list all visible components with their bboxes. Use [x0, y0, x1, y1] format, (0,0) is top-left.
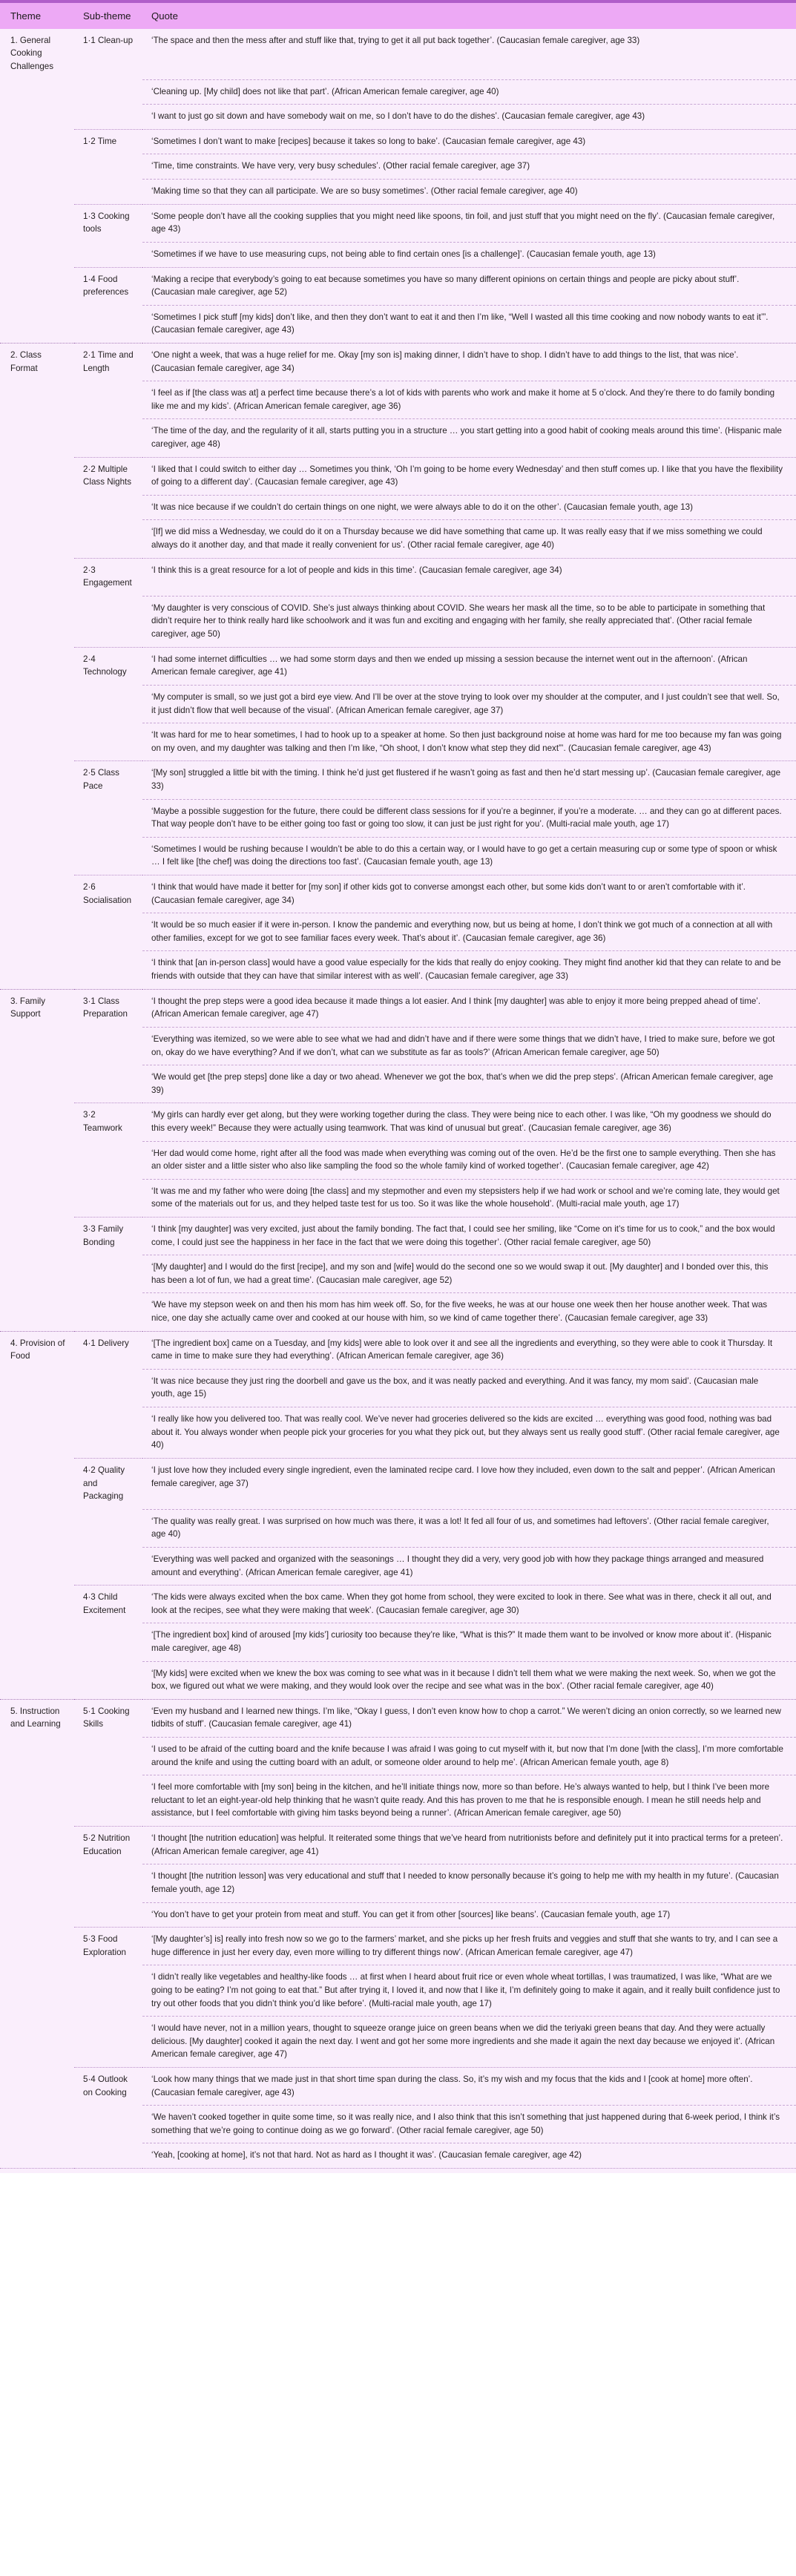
subtheme-label-continuation	[74, 723, 142, 761]
table-row	[0, 1141, 796, 1179]
theme-label-continuation	[0, 1928, 74, 1965]
subtheme-label-continuation	[74, 495, 142, 520]
quote-text: ‘[If] we did miss a Wednesday, we could do it on a Thursday because we did have something that came up. It was really easy that if we miss something we could always do it another day, and that made it really convenient for us’. (Other racial female caregiver, age 40)	[142, 520, 796, 558]
table-row	[0, 457, 796, 495]
quote-text: ‘One night a week, that was a huge relief for me. Okay [my son is] making dinner, I didn’t have to shop. I didn’t have to add things to the list, that was nice’. (Caucasian female caregiver, age 34)	[142, 343, 796, 381]
theme-label-continuation	[0, 1369, 74, 1407]
theme-label: 1. General Cooking Challenges	[0, 29, 74, 79]
table-row	[0, 951, 796, 989]
column-header-subtheme: Sub-theme	[74, 3, 142, 29]
theme-label-continuation	[0, 837, 74, 875]
table-row	[0, 1699, 796, 1737]
table-row	[0, 242, 796, 267]
theme-label-continuation	[0, 1623, 74, 1661]
column-header-quote: Quote	[142, 3, 796, 29]
subtheme-label-continuation	[74, 913, 142, 951]
table-row	[0, 1217, 796, 1255]
theme-label-continuation	[0, 1864, 74, 1902]
subtheme-label-continuation	[74, 1141, 142, 1179]
quote-text: ‘[My kids] were excited when we knew the box was coming to see what was in it because I didn’t tell them what we were making the next week. So, when we got the box, we figured out what we were making, and they would look over the recipe and see what was in the box’. (Other racial female caregiver, age 40)	[142, 1661, 796, 1699]
table-row	[0, 837, 796, 875]
table-row	[0, 596, 796, 647]
quote-text: ‘We haven’t cooked together in quite some time, so it was really nice, and I also think that this isn’t something that just happened during that 6-week period, I think it’s something that we’re going to continue doing as we go forward’. (Other racial female caregiver, age 50)	[142, 2106, 796, 2143]
subtheme-label: 2·3 Engagement	[74, 558, 142, 596]
subtheme-label-continuation	[74, 105, 142, 130]
subtheme-label: 5·2 Nutrition Education	[74, 1827, 142, 1864]
subtheme-label-continuation	[74, 79, 142, 105]
table-row	[0, 1738, 796, 1775]
table-row	[0, 180, 796, 205]
subtheme-label-continuation	[74, 685, 142, 723]
quote-text: ‘I just love how they included every single ingredient, even the laminated recipe card. I love how they included, even down to the salt and pepper’. (African American female caregiver, age 37)	[142, 1458, 796, 1509]
column-header-theme: Theme	[0, 3, 74, 29]
subtheme-label-continuation	[74, 419, 142, 457]
subtheme-label: 1·2 Time	[74, 129, 142, 154]
subtheme-label-continuation	[74, 1509, 142, 1547]
subtheme-label-continuation	[74, 951, 142, 989]
quote-text: ‘The kids were always excited when the box came. When they got home from school, they were excited to look in there. See what was in there, check it all out, and look at the recipes, see what they were making that week’. (Caucasian female caregiver, age 30)	[142, 1586, 796, 1623]
table-row	[0, 875, 796, 913]
quote-text: ‘Everything was well packed and organized with the seasonings … I thought they did a very, very good job with how they package things arranged and measured amount and everything’. (African American female caregiver, age 41)	[142, 1547, 796, 1585]
quote-text: ‘Maybe a possible suggestion for the future, there could be different class sessions for if you’re a beginner, if you’re a moderate. … and they can go at different paces. That way people don’t have to be either going too fast or going too slow, it can just be just right for you’. (Multi-racial male youth, age 17)	[142, 799, 796, 837]
quote-text: ‘I thought [the nutrition education] was helpful. It reiterated some things that we’ve heard from nutritionists before and definitely put it into practical terms for a preteen’. (African American female caregiver, age 41)	[142, 1827, 796, 1864]
quote-text: ‘It was me and my father who were doing [the class] and my stepmother and even my stepsisters help if we had work or school and we’re coming late, they would get some of the materials out for us, and they helped taste test for us too. So it was like the whole household’. (Multi-racial male youth, age 17)	[142, 1179, 796, 1217]
quote-text: ‘Some people don’t have all the cooking supplies that you might need like spoons, tin foil, and just stuff that you might need on the fly’. (Caucasian female caregiver, age 43)	[142, 204, 796, 242]
table-row	[0, 913, 796, 951]
quote-text: ‘My daughter is very conscious of COVID. She’s just always thinking about COVID. She wears her mask all the time, so to be able to participate in something that didn’t require her to think really hard like schoolwork and it was fun and exciting and engaging with her family, she really appreciated that’. (Other racial female caregiver, age 50)	[142, 596, 796, 647]
table-row	[0, 2143, 796, 2169]
subtheme-label-continuation	[74, 1864, 142, 1902]
table-row	[0, 495, 796, 520]
quote-text: ‘It was hard for me to hear sometimes, I had to hook up to a speaker at home. So then just background noise at home was hard for me too because my fan was going on my oven, and my daughter was talking and then I’m like, “Oh shoot, I don’t know what step they did next”’. (Caucasian female caregiver, age 43)	[142, 723, 796, 761]
table-row	[0, 1827, 796, 1864]
theme-label-continuation	[0, 520, 74, 558]
subtheme-label-continuation	[74, 154, 142, 180]
theme-label-continuation	[0, 1965, 74, 2017]
table-row	[0, 1458, 796, 1509]
table-row	[0, 1331, 796, 1369]
theme-label-continuation	[0, 647, 74, 685]
subtheme-label-continuation	[74, 1738, 142, 1775]
theme-label-continuation	[0, 180, 74, 205]
theme-label-continuation	[0, 1217, 74, 1255]
theme-label-continuation	[0, 761, 74, 799]
quote-text: ‘Sometimes I don’t want to make [recipes] because it takes so long to bake’. (Caucasian female caregiver, age 43)	[142, 129, 796, 154]
theme-label-continuation	[0, 1293, 74, 1331]
subtheme-label-continuation	[74, 1369, 142, 1407]
table-row	[0, 129, 796, 154]
table-row	[0, 1864, 796, 1902]
quote-text: ‘The space and then the mess after and stuff like that, trying to get it all put back together’. (Caucasian female caregiver, age 33)	[142, 29, 796, 79]
table-row	[0, 799, 796, 837]
table-row	[0, 2017, 796, 2068]
table-row	[0, 723, 796, 761]
theme-label-continuation	[0, 204, 74, 242]
quote-text: ‘My girls can hardly ever get along, but they were working together during the class. They were being nice to each other. I was like, “Oh my goodness we should do this every week!” Because they were actually using teamwork. That was kind of unusual but great’. (Caucasian female caregiver, age 36)	[142, 1103, 796, 1141]
subtheme-label-continuation	[74, 1293, 142, 1331]
subtheme-label: 2·5 Class Pace	[74, 761, 142, 799]
subtheme-label-continuation	[74, 1179, 142, 1217]
quote-text: ‘Sometimes I pick stuff [my kids] don’t like, and then they don’t want to eat it and then I’m like, “Well I wasted all this time cooking and now nobody wants to eat it’”. (Caucasian female caregiver, age 43)	[142, 305, 796, 343]
table-row	[0, 520, 796, 558]
subtheme-label: 1·1 Clean-up	[74, 29, 142, 79]
quote-text: ‘Time, time constraints. We have very, very busy schedules’. (Other racial female caregiver, age 37)	[142, 154, 796, 180]
subtheme-label-continuation	[74, 1661, 142, 1699]
subtheme-label: 3·2 Teamwork	[74, 1103, 142, 1141]
theme-label-continuation	[0, 913, 74, 951]
table-row	[0, 105, 796, 130]
quote-text: ‘I would have never, not in a million years, thought to squeeze orange juice on green beans when we did the teriyaki green beans that day. And they were actually delicious. [My daughter] cooked it again the next day. I went and got her some more ingredients and she made it again the next day because we enjoyed it’. (African American female caregiver, age 47)	[142, 2017, 796, 2068]
theme-label-continuation	[0, 951, 74, 989]
subtheme-label-continuation	[74, 1027, 142, 1065]
theme-label: 4. Provision of Food	[0, 1331, 74, 1369]
quote-text: ‘Sometimes if we have to use measuring cups, not being able to find certain ones [is a challenge]’. (Caucasian female youth, age 13)	[142, 242, 796, 267]
quote-text: ‘I think [my daughter] was very excited, just about the family bonding. The fact that, I could see her smiling, like “Come on it’s time for us to cook,” and the box would come, I could just see the happiness in her face in the fact that we were doing this together’. (Other racial female caregiver, age 50)	[142, 1217, 796, 1255]
theme-label: 3. Family Support	[0, 989, 74, 1027]
theme-label-continuation	[0, 1065, 74, 1103]
subtheme-label-continuation	[74, 1255, 142, 1293]
table-row	[0, 558, 796, 596]
theme-label-continuation	[0, 1103, 74, 1141]
subtheme-label-continuation	[74, 1623, 142, 1661]
quote-text: ‘The time of the day, and the regularity of it all, starts putting you in a structure … you start getting into a good habit of cooking meals around this time’. (Hispanic male caregiver, age 48)	[142, 419, 796, 457]
theme-label-continuation	[0, 419, 74, 457]
quote-text: ‘Even my husband and I learned new things. I’m like, “Okay I guess, I don’t even know how to chop a carrot.” We weren’t dicing an onion correctly, so we learned new tidbits of stuff’. (Caucasian female caregiver, age 41)	[142, 1699, 796, 1737]
quote-text: ‘[The ingredient box] kind of aroused [my kids’] curiosity too because they’re like, “What is this?” It made them want to be involved or know more about it’. (Hispanic male caregiver, age 48)	[142, 1623, 796, 1661]
theme-label-continuation	[0, 596, 74, 647]
table-row	[0, 1407, 796, 1459]
table-row	[0, 381, 796, 419]
subtheme-label-continuation	[74, 799, 142, 837]
subtheme-label: 3·3 Family Bonding	[74, 1217, 142, 1255]
quote-text: ‘We have my stepson week on and then his mom has him week off. So, for the five weeks, he was at our house one week then her house another week. That was nice, one day she actually came over and cooked at our house with him, so we kind of came together there’. (Caucasian female caregiver, age 33)	[142, 1293, 796, 1331]
quote-text: ‘I want to just go sit down and have somebody wait on me, so I don’t have to do the dishes’. (Caucasian female caregiver, age 43)	[142, 105, 796, 130]
quote-text: ‘[My daughter] and I would do the first [recipe], and my son and [wife] would do the second one so we would swap it out. [My daughter] and I bonded over this, this has been a lot of fun, we had a great time’. (Caucasian male caregiver, age 52)	[142, 1255, 796, 1293]
theme-label-continuation	[0, 1407, 74, 1459]
theme-label-continuation	[0, 2143, 74, 2169]
quote-text: ‘I feel more comfortable with [my son] being in the kitchen, and he’ll initiate things now, more so than before. He’s always wanted to help, but I think I’ve been more reluctant to let an eight-year-old help thinking that he wasn’t quite ready. And this has proven to me that he is responsible enough. I mean he still needs help and assistance, but I feel comfortable with giving him tasks beyond being a runner’. (African American female caregiver, age 50)	[142, 1775, 796, 1827]
quote-text: ‘My computer is small, so we just got a bird eye view. And I’ll be over at the stove trying to look over my shoulder at the computer, and I just couldn’t see that well. So, it just didn’t flow that well because of the visual’. (African American female caregiver, age 37)	[142, 685, 796, 723]
table-row	[0, 647, 796, 685]
table-row	[0, 1902, 796, 1928]
theme-label-continuation	[0, 1775, 74, 1827]
table-row	[0, 1547, 796, 1585]
table-row	[0, 1369, 796, 1407]
subtheme-label-continuation	[74, 242, 142, 267]
table-row	[0, 1586, 796, 1623]
theme-label-continuation	[0, 2017, 74, 2068]
theme-label: 2. Class Format	[0, 343, 74, 381]
table-header-row	[0, 3, 796, 29]
theme-label-continuation	[0, 79, 74, 105]
subtheme-label-continuation	[74, 1065, 142, 1103]
quote-text: ‘[My son] struggled a little bit with the timing. I think he’d just get flustered if he wasn’t going as fast and then he’d start messing up’. (Caucasian female caregiver, age 33)	[142, 761, 796, 799]
theme-label-continuation	[0, 558, 74, 596]
theme-label-continuation	[0, 305, 74, 343]
subtheme-label: 4·3 Child Excitement	[74, 1586, 142, 1623]
quote-text: ‘Making a recipe that everybody’s going to eat because sometimes you have so many different opinions on certain things and people are picky about stuff’. (Caucasian male caregiver, age 52)	[142, 267, 796, 305]
subtheme-label-continuation	[74, 1547, 142, 1585]
quote-text: ‘I think this is a great resource for a lot of people and kids in this time’. (Caucasian female caregiver, age 34)	[142, 558, 796, 596]
subtheme-label: 1·3 Cooking tools	[74, 204, 142, 242]
quote-text: ‘Everything was itemized, so we were able to see what we had and didn’t have and if there were some things that we didn’t have, I tried to make sure, before we got on, okay do we have everything? And if we don’t, what can we substitute as far as tools?’ (African American female caregiver, age 50)	[142, 1027, 796, 1065]
table-bottom-rule	[0, 2169, 796, 2174]
theme-label-continuation	[0, 242, 74, 267]
subtheme-label-continuation	[74, 305, 142, 343]
theme-label-continuation	[0, 457, 74, 495]
subtheme-label: 4·1 Delivery	[74, 1331, 142, 1369]
table-row	[0, 29, 796, 79]
theme-label-continuation	[0, 1586, 74, 1623]
subtheme-label-continuation	[74, 520, 142, 558]
table-row	[0, 204, 796, 242]
theme-label-continuation	[0, 267, 74, 305]
theme-label-continuation	[0, 723, 74, 761]
theme-label-continuation	[0, 1547, 74, 1585]
subtheme-label-continuation	[74, 2106, 142, 2143]
table-row	[0, 1928, 796, 1965]
subtheme-label-continuation	[74, 596, 142, 647]
theme-label-continuation	[0, 1827, 74, 1864]
subtheme-label-continuation	[74, 2143, 142, 2169]
theme-label-continuation	[0, 1027, 74, 1065]
table-row	[0, 154, 796, 180]
subtheme-label: 2·1 Time and Length	[74, 343, 142, 381]
quote-text: ‘I feel as if [the class was at] a perfect time because there’s a lot of kids with parents who work and make it home at 5 o’clock. And they’re there to do family bonding like me and my kids’. (African American female caregiver, age 36)	[142, 381, 796, 419]
theme-label-continuation	[0, 2068, 74, 2106]
table-row	[0, 685, 796, 723]
quote-text: ‘I think that would have made it better for [my son] if other kids got to converse amongst each other, but some kids don’t want to or aren’t comfortable with it’. (Caucasian female caregiver, age 34)	[142, 875, 796, 913]
table-row	[0, 1255, 796, 1293]
theme-label-continuation	[0, 381, 74, 419]
theme-label-continuation	[0, 685, 74, 723]
theme-label: 5. Instruction and Learning	[0, 1699, 74, 1737]
theme-label-continuation	[0, 2106, 74, 2143]
quote-text: ‘We would get [the prep steps] done like a day or two ahead. Whenever we got the box, that’s when we did the prep steps’. (African American female caregiver, age 39)	[142, 1065, 796, 1103]
table-row	[0, 343, 796, 381]
subtheme-label-continuation	[74, 381, 142, 419]
quote-text: ‘Look how many things that we made just in that short time span during the class. So, it’s my wish and my focus that the kids and I [cook at home] more often’. (Caucasian female caregiver, age 43)	[142, 2068, 796, 2106]
quote-text: ‘It was nice because they just ring the doorbell and gave us the box, and it was neatly packed and everything. And it was fancy, my mom said’. (Caucasian male youth, age 15)	[142, 1369, 796, 1407]
quote-text: ‘Yeah, [cooking at home], it’s not that hard. Not as hard as I thought it was’. (Caucasian female caregiver, age 42)	[142, 2143, 796, 2169]
quote-text: ‘I think that [an in-person class] would have a good value especially for the kids that really do enjoy cooking. They might find another kid that they can relate to and be friends with outside that they can have that similar interest with as well’. (Caucasian female caregiver, age 33)	[142, 951, 796, 989]
subtheme-label: 2·6 Socialisation	[74, 875, 142, 913]
table-row	[0, 1293, 796, 1331]
table-row	[0, 2106, 796, 2143]
table-row	[0, 305, 796, 343]
quote-text: ‘I really like how you delivered too. That was really cool. We’ve never had groceries delivered so the kids are excited … everything was good food, nothing was bad about it. You always wonder when people pick your groceries for you what they pick out, but they always sent us really good stuff’. (Other racial female caregiver, age 40)	[142, 1407, 796, 1459]
theme-label-continuation	[0, 875, 74, 913]
table-row	[0, 2068, 796, 2106]
theme-label-continuation	[0, 1738, 74, 1775]
theme-label-continuation	[0, 1509, 74, 1547]
subtheme-label-continuation	[74, 1775, 142, 1827]
subtheme-label: 5·1 Cooking Skills	[74, 1699, 142, 1737]
theme-label-continuation	[0, 154, 74, 180]
quote-text: ‘Sometimes I would be rushing because I wouldn’t be able to do this a certain way, or I would have to go get a certain measuring cup or some type of spoon or whisk … I felt like [the chef] was doing the directions too fast’. (Caucasian female youth, age 13)	[142, 837, 796, 875]
table-row	[0, 1179, 796, 1217]
quote-text: ‘Cleaning up. [My child] does not like that part’. (African American female caregiver, age 40)	[142, 79, 796, 105]
subtheme-label-continuation	[74, 1902, 142, 1928]
quote-text: ‘Making time so that they can all participate. We are so busy sometimes’. (Other racial female caregiver, age 40)	[142, 180, 796, 205]
table-row	[0, 1103, 796, 1141]
table-row	[0, 1623, 796, 1661]
theme-label-continuation	[0, 1661, 74, 1699]
quote-text: ‘I used to be afraid of the cutting board and the knife because I was afraid I was going to cut myself with it, but now that I’m done [with the class], I’m more comfortable around the knife and using the cutting board with an adult, or someone older around to help me’. (African American female youth, age 8)	[142, 1738, 796, 1775]
subtheme-label-continuation	[74, 837, 142, 875]
table-row	[0, 989, 796, 1027]
table-row	[0, 761, 796, 799]
subtheme-label: 5·3 Food Exploration	[74, 1928, 142, 1965]
quote-text: ‘The quality was really great. I was surprised on how much was there, it was a lot! It fed all four of us, and sometimes had leftovers’. (Other racial female caregiver, age 40)	[142, 1509, 796, 1547]
theme-label-continuation	[0, 1255, 74, 1293]
theme-label-continuation	[0, 129, 74, 154]
quote-text: ‘It would be so much easier if it were in-person. I know the pandemic and everything now, but us being at home, I don’t think we got much of a connection at all with other families, except for we got to see familiar faces every week. That’s about it’. (Caucasian female caregiver, age 36)	[142, 913, 796, 951]
table-row	[0, 267, 796, 305]
theme-label-continuation	[0, 1141, 74, 1179]
quote-text: ‘Her dad would come home, right after all the food was made when everything was coming out of the oven. He’d be the first one to sample everything. Then she has an older sister and a little sister who also like sampling the food so the whole family kind of worked together’. (Caucasian female caregiver, age 42)	[142, 1141, 796, 1179]
subtheme-label-continuation	[74, 1407, 142, 1459]
subtheme-label-continuation	[74, 1965, 142, 2017]
subtheme-label-continuation	[74, 2017, 142, 2068]
table-body	[0, 29, 796, 2173]
quote-text: ‘I thought the prep steps were a good idea because it made things a lot easier. And I think [my daughter] was able to enjoy it more being prepped ahead of time’. (African American female caregiver, age 47)	[142, 989, 796, 1027]
theme-label-continuation	[0, 1458, 74, 1509]
quote-text: ‘You don’t have to get your protein from meat and stuff. You can get it from other [sources] like beans’. (Caucasian female youth, age 17)	[142, 1902, 796, 1928]
quote-text: ‘[My daughter’s] is] really into fresh now so we go to the farmers’ market, and she picks up her fresh fruits and veggies and stuff that she wants to try, and I can see a huge difference in just her every day, even more willing to try different things now’. (African American female caregiver, age 47)	[142, 1928, 796, 1965]
theme-label-continuation	[0, 1902, 74, 1928]
quote-text: ‘I didn’t really like vegetables and healthy-like foods … at first when I heard about fruit rice or even whole wheat tortillas, I was traumatized, I was like, “What are we going to be eating? I’m not going to eat that.” But after trying it, I loved it, and now that I like it, I’m definitely going to make it again, and it really built confidence just to try out other foods that you didn’t think you’d like before’. (Multi-racial male youth, age 17)	[142, 1965, 796, 2017]
table-row	[0, 1661, 796, 1699]
subtheme-label: 2·4 Technology	[74, 647, 142, 685]
subtheme-label: 3·1 Class Preparation	[74, 989, 142, 1027]
quote-text: ‘I had some internet difficulties … we had some storm days and then we ended up missing a session because the internet went out in the afternoon’. (African American female caregiver, age 41)	[142, 647, 796, 685]
subtheme-label: 1·4 Food preferences	[74, 267, 142, 305]
theme-label-continuation	[0, 799, 74, 837]
theme-label-continuation	[0, 105, 74, 130]
table-row	[0, 1509, 796, 1547]
subtheme-label: 5·4 Outlook on Cooking	[74, 2068, 142, 2106]
theme-label-continuation	[0, 495, 74, 520]
table-row	[0, 1065, 796, 1103]
quote-text: ‘I thought [the nutrition lesson] was very educational and stuff that I needed to know personally because it’s going to help me with my health in my future’. (Caucasian female youth, age 12)	[142, 1864, 796, 1902]
table-row	[0, 1027, 796, 1065]
theme-label-continuation	[0, 1179, 74, 1217]
table-row	[0, 1965, 796, 2017]
quote-text: ‘It was nice because if we couldn’t do certain things on one night, we were always able to do it on the other’. (Caucasian female youth, age 13)	[142, 495, 796, 520]
subtheme-label-continuation	[74, 180, 142, 205]
table-row	[0, 1775, 796, 1827]
table-row	[0, 419, 796, 457]
quote-text: ‘[The ingredient box] came on a Tuesday, and [my kids] were able to look over it and see all the ingredients and everything, so they were able to cook it Thursday. It came in time to make sure they had everything’. (African American female caregiver, age 36)	[142, 1331, 796, 1369]
table-row	[0, 79, 796, 105]
subtheme-label: 2·2 Multiple Class Nights	[74, 457, 142, 495]
subtheme-label: 4·2 Quality and Packaging	[74, 1458, 142, 1509]
quote-text: ‘I liked that I could switch to either day … Sometimes you think, ‘Oh I’m going to be home every Wednesday’ and then stuff comes up. I like that you have the flexibility of going to a different day’. (Caucasian female caregiver, age 43)	[142, 457, 796, 495]
